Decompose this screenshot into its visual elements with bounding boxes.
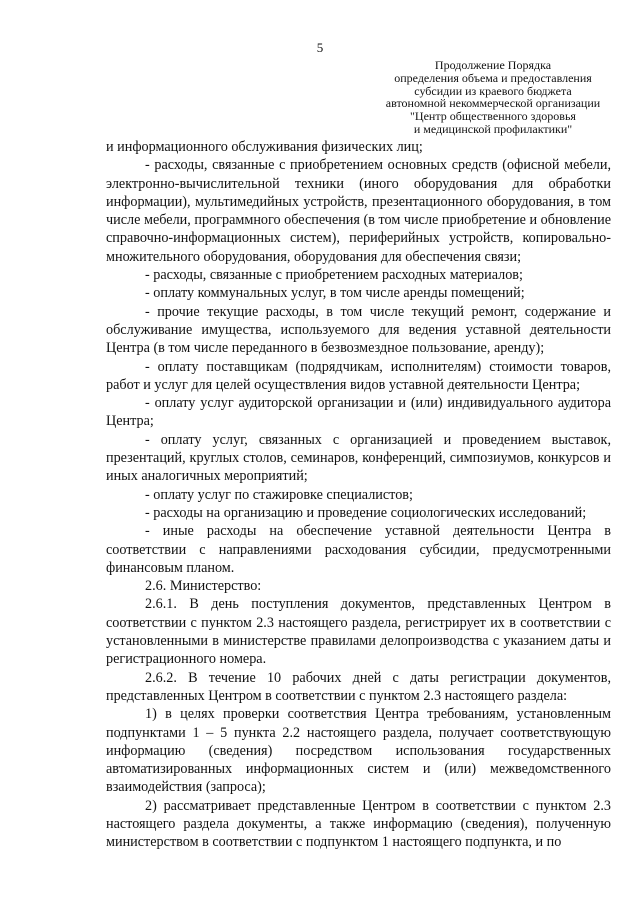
list-item: - оплату услуг, связанных с организацией и проведением выставок, презентаций, круглых столов, семинаров, конференций, симпозиумов, конкурсов и иных аналогичных мероприятий; [106, 431, 611, 485]
document-header [370, 59, 616, 136]
header-line: Продолжение Порядка [434, 58, 552, 72]
list-item: - расходы, связанные с приобретением основных средств (офисной мебели, электронно-вычислительной техники (иного оборудования для обработки информации), мультимедийных устройств, презентационного оборудования, в том числе мебели, программного обеспечения (в том числе приобретение и обновление справочно-информационных систем), периферийных устройств, копировально-множительного оборудования, оборудования для обеспечения связи; [106, 157, 611, 265]
paragraph: 2.6.1. В день поступления документов, представленных Центром в соответствии с пунктом 2.3 настоящего раздела, регистрирует их в соответствии с установленными в министерстве правилами делопроизводства с указанием даты и регистрационного номера. [106, 596, 611, 668]
list-item: - оплату услуг аудиторской организации и (или) индивидуального аудитора Центра; [106, 395, 611, 430]
list-item: - оплату коммунальных услуг, в том числе аренды помещений; [145, 285, 525, 302]
paragraph: 2) рассматривает представленные Центром в соответствии с пунктом 2.3 настоящего раздела документы, а также информацию (сведения), полученную министерством в соответствии с подпунктом 1 настоящего подпункта, и по [106, 797, 611, 851]
header-line: "Центр общественного здоровья [410, 109, 576, 124]
header-line: и медицинской профилактики" [413, 121, 573, 136]
list-item: - иные расходы на обеспечение уставной деятельности Центра в соответствии с направлениями расходования субсидии, предусмотренными финансовым планом. [106, 523, 611, 576]
section-heading: 2.6. Министерство: [145, 578, 262, 595]
document-body [106, 138, 611, 852]
list-item: - оплату поставщикам (подрядчикам, исполнителям) стоимости товаров, работ и услуг для целей осуществления видов уставной деятельности Центра; [106, 358, 611, 393]
header-line: автономной некоммерческой организации [385, 96, 601, 111]
list-item: - расходы на организацию и проведение социологических исследований; [145, 504, 587, 521]
list-item: - расходы, связанные с приобретением расходных материалов; [145, 267, 523, 284]
paragraph: 1) в целях проверки соответствия Центра требованиям, установленным подпунктами 1 – 5 пункта 2.2 настоящего раздела, получает соответствующую информацию (сведения) посредством использования государственных автоматизированных информационных систем и (или) межведомственного взаимодействия (запроса); [106, 706, 611, 796]
header-line: определения объема и предоставления [394, 70, 592, 85]
paragraph: 2.6.2. В течение 10 рабочих дней с даты регистрации документов, представленных Центром в соответствии с пунктом 2.3 настоящего раздела: [106, 669, 611, 704]
page-number: 5 [316, 40, 324, 55]
header-line: субсидии из краевого бюджета [414, 83, 572, 98]
list-item: - оплату услуг по стажировке специалистов; [145, 486, 413, 503]
list-item: - прочие текущие расходы, в том числе текущий ремонт, содержание и обслуживание имущества, используемого для ведения уставной деятельности Центра (в том числе переданного в безвозмездное пользование, аренду); [106, 303, 611, 357]
paragraph: и информационного обслуживания физических лиц; [106, 139, 423, 155]
